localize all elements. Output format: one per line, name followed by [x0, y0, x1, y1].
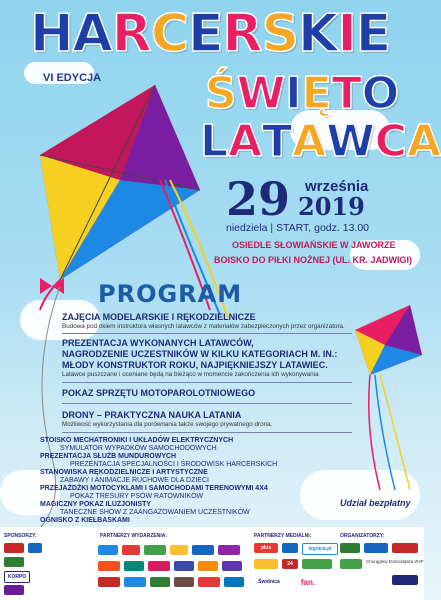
organizer-logo — [392, 543, 418, 553]
title-letter: I — [285, 68, 302, 119]
title-letter: T — [331, 68, 362, 119]
sponsor-logo — [4, 543, 24, 553]
date-month: września — [305, 178, 369, 195]
program-list-item: PREZENTACJA SŁUŻB MUNDUROWYCH — [40, 453, 177, 460]
partner-logo — [198, 577, 220, 587]
partner-logo — [98, 545, 118, 555]
location-line2: BOISKO DO PIŁKI NOŻNEJ (UL. KR. JADWIGI) — [214, 255, 413, 265]
title-letter: R — [222, 4, 262, 64]
event-title-line1 — [30, 4, 390, 64]
partner-logo — [174, 561, 194, 571]
partner-logo — [218, 545, 240, 555]
program-list-subitem: PREZENTACJA SPECJALNOŚCI I ŚRODOWISK HARCERSKICH — [70, 461, 278, 468]
program-item — [62, 312, 362, 331]
date-year: 2019 — [298, 192, 365, 221]
partner-logo — [124, 577, 146, 587]
program-item-heading: MŁODY KONSTRUKTOR ROKU, NAJPIĘKNIEJSZY LATAWIEC. — [62, 360, 328, 370]
date-day: 29 — [226, 172, 291, 226]
program-list-item: STOISKO MECHATRONIKI I UKŁADÓW ELEKTRYCZNYCH — [40, 437, 234, 444]
media-logo — [282, 543, 298, 553]
title-letter: K — [298, 4, 338, 64]
divider — [62, 382, 352, 383]
title-letter: T — [262, 116, 293, 167]
program-list-subitem: ZABAWY I ANIMACJE RUCHOWE DLA DZIECI — [60, 477, 209, 484]
media-logo-24: 24 — [282, 559, 298, 569]
program-list-item: OGNISKO Z KIEŁBASKAMI — [40, 517, 130, 524]
partner-logo — [198, 561, 218, 571]
title-letter: E — [355, 4, 391, 64]
partner-logo — [122, 545, 140, 555]
media-logo-fan: fan. — [296, 577, 320, 587]
partner-logo — [124, 561, 144, 571]
title-letter: Ę — [301, 68, 332, 119]
media-logo-legnica: legnica.pl — [302, 543, 338, 555]
partner-logo — [148, 561, 170, 571]
partner-logo — [150, 577, 170, 587]
title-letter: L — [200, 116, 229, 167]
program-item-heading: NAGRODZENIE UCZESTNIKÓW W KILKU KATEGORIACH M. IN.: — [62, 349, 338, 359]
divider — [62, 403, 352, 404]
title-letter: A — [72, 4, 112, 64]
program-list-subitem: POKAZ TRESURY PSÓW RATOWNIKÓW — [70, 493, 204, 500]
title-letter: C — [150, 4, 188, 64]
organizer-logo — [340, 543, 360, 553]
location-line1: OSIEDLE SŁOWIAŃSKIE W JAWORZE — [232, 240, 396, 250]
partner-logo — [174, 577, 194, 587]
program-item — [62, 410, 362, 429]
organizer-logo — [364, 543, 388, 553]
partner-logo — [224, 577, 244, 587]
partner-logo — [98, 561, 120, 571]
free-entry-label: Udział bezpłatny — [340, 498, 411, 508]
start-info: niedziela | START, godz. 13.00 — [226, 222, 370, 234]
program-item-heading: ZAJĘCIA MODELARSKIE I RĘKODZIELNICZE — [62, 312, 256, 322]
divider — [62, 432, 352, 433]
divider — [62, 333, 352, 334]
sponsor-logo — [4, 585, 24, 595]
media-logo — [302, 559, 332, 569]
partner-logo — [170, 545, 188, 555]
program-list-subitem: SYMULATOR WYPADKÓW SAMOCHODOWYCH — [60, 445, 217, 452]
partner-logo — [222, 561, 242, 571]
partner-logo — [144, 545, 166, 555]
sponsor-logo — [28, 543, 42, 553]
sponsors-heading: SPONSORZY: — [4, 533, 37, 539]
media-logo-swidnica: Świdnica — [254, 577, 284, 587]
event-title-line3 — [200, 116, 441, 167]
edition-label: VI EDYCJA — [43, 72, 102, 84]
sponsor-logo-korpo: KORPO — [4, 571, 30, 583]
program-title: PROGRAM — [98, 280, 243, 308]
program-item — [62, 388, 362, 399]
sponsor-logo — [4, 557, 24, 567]
title-letter: C — [374, 116, 408, 167]
title-letter: I — [337, 4, 356, 64]
title-letter: Ś — [205, 68, 237, 119]
title-letter: S — [261, 4, 299, 64]
program-item — [62, 338, 362, 379]
title-letter: H — [30, 4, 73, 64]
title-letter: W — [326, 116, 375, 167]
program-item-heading: POKAZ SPRZĘTU MOTOPAROLOTNIOWEGO — [62, 388, 256, 398]
program-list-item: PRZEJAŻDŻKI MOTOCYKLAMI I SAMOCHODAMI TERENOWYMI 4X4 — [40, 485, 268, 492]
partner-logo — [98, 577, 120, 587]
program-list-item: STANOWISKA RĘKODZIELNICZE I ARTYSTYCZNE — [40, 469, 208, 476]
title-letter: O — [361, 68, 400, 119]
title-letter: R — [111, 4, 151, 64]
title-letter: W — [236, 68, 286, 119]
media-logo — [254, 559, 278, 569]
program-item-heading: DRONY – PRAKTYCZNA NAUKA LATANIA — [62, 410, 242, 420]
title-letter: E — [188, 4, 223, 64]
sponsors-strip — [0, 527, 424, 600]
program-list-item: MAGICZNY POKAZ ILUZJONISTY — [40, 501, 152, 508]
event-title-line2 — [205, 68, 399, 119]
title-letter: A — [228, 116, 263, 167]
title-letter: A — [292, 116, 327, 167]
program-list-subitem: TANECZNE SHOW Z ZAANGAŻOWANIEM UCZESTNIKÓW — [60, 509, 250, 516]
organizer-logo — [392, 575, 418, 585]
organizer-note: Chorągiew Dolnośląska ZHP — [366, 559, 424, 564]
program-item-desc: Możliwość wykorzystania dla porównania także swojego prywatnego drona. — [62, 421, 273, 428]
organizers-heading: ORGANIZATORZY: — [340, 533, 385, 539]
organizer-logo — [340, 559, 362, 569]
partners-heading: PARTNERZY WYDARZENIA: — [100, 533, 168, 539]
media-logo-plus: plus — [254, 543, 278, 553]
program-item-desc: Budowa pod okiem instruktora własnych latawców z materiałów zabezpieczonych przez organizatora. — [62, 323, 345, 330]
partner-logo — [192, 545, 214, 555]
media-partners-heading: PARTNERZY MEDIALNI: — [254, 533, 312, 539]
program-item-heading: PREZENTACJA WYKONANYCH LATAWCÓW, — [62, 338, 254, 348]
program-item-desc: Latawce puszczane i oceniane będą na bieżąco w momencie zakończenia ich wykonywania — [62, 371, 319, 378]
title-letter: A — [407, 116, 441, 167]
